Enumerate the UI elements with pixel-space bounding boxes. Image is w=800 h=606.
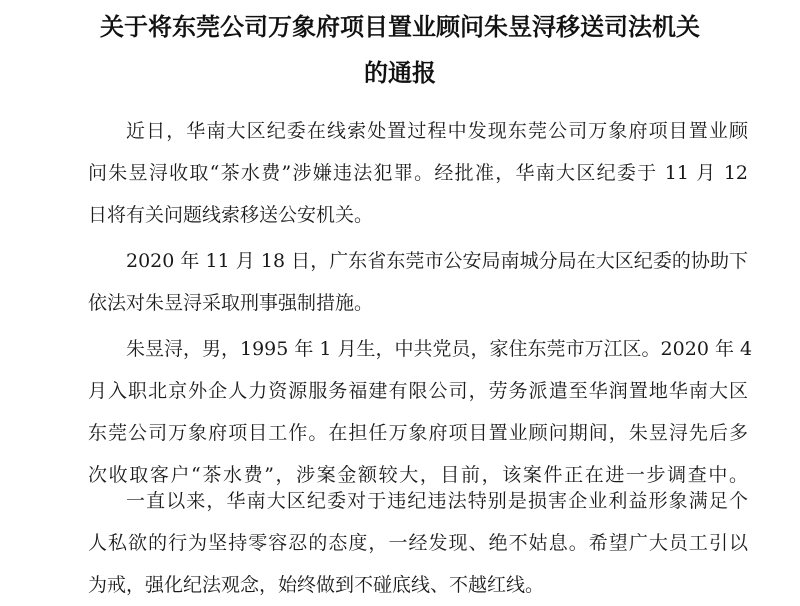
paragraph-line: 问朱昱浔收取“茶水费”涉嫌违法犯罪。经批准，华南大区纪委于 11 月 12 <box>88 162 748 184</box>
paragraph-line: 一直以来，华南大区纪委对于违纪违法特别是损害企业利益形象满足个 <box>126 490 748 512</box>
paragraph-line: 依法对朱昱浔采取刑事强制措施。 <box>88 292 374 314</box>
paragraph-line: 东莞公司万象府项目工作。在担任万象府项目置业顾问期间，朱昱浔先后多 <box>88 422 748 444</box>
paragraph-line: 为戒，强化纪法观念，始终做到不碰底线、不越红线。 <box>88 574 545 596</box>
paragraph-line: 人私欲的行为坚持零容忍的态度，一经发现、绝不姑息。希望广大员工引以 <box>88 532 748 554</box>
paragraph-4 <box>88 480 748 606</box>
paragraph-1 <box>88 110 748 236</box>
paragraph-line: 2020 年 11 月 18 日，广东省东莞市公安局南城分局在大区纪委的协助下 <box>126 250 748 272</box>
paragraph-line: 月入职北京外企人力资源服务福建有限公司，劳务派遣至华润置地华南大区 <box>88 380 748 402</box>
document-title-line-2: 的通报 <box>364 59 436 87</box>
paragraph-line: 日将有关问题线索移送公安机关。 <box>88 204 374 226</box>
paragraph-line: 近日，华南大区纪委在线索处置过程中发现东莞公司万象府项目置业顾 <box>126 120 748 142</box>
paragraph-line: 朱昱浔，男，1995 年 1 月生，中共党员，家住东莞市万江区。2020 年 4 <box>126 338 753 360</box>
paragraph-2 <box>88 240 748 324</box>
paragraph-3 <box>88 328 753 496</box>
document-title-line-1: 关于将东莞公司万象府项目置业顾问朱昱浔移送司法机关 <box>100 13 700 41</box>
paragraph-line: 次收取客户“茶水费”，涉案金额较大，目前，该案件正在进一步调查中。 <box>88 464 748 486</box>
